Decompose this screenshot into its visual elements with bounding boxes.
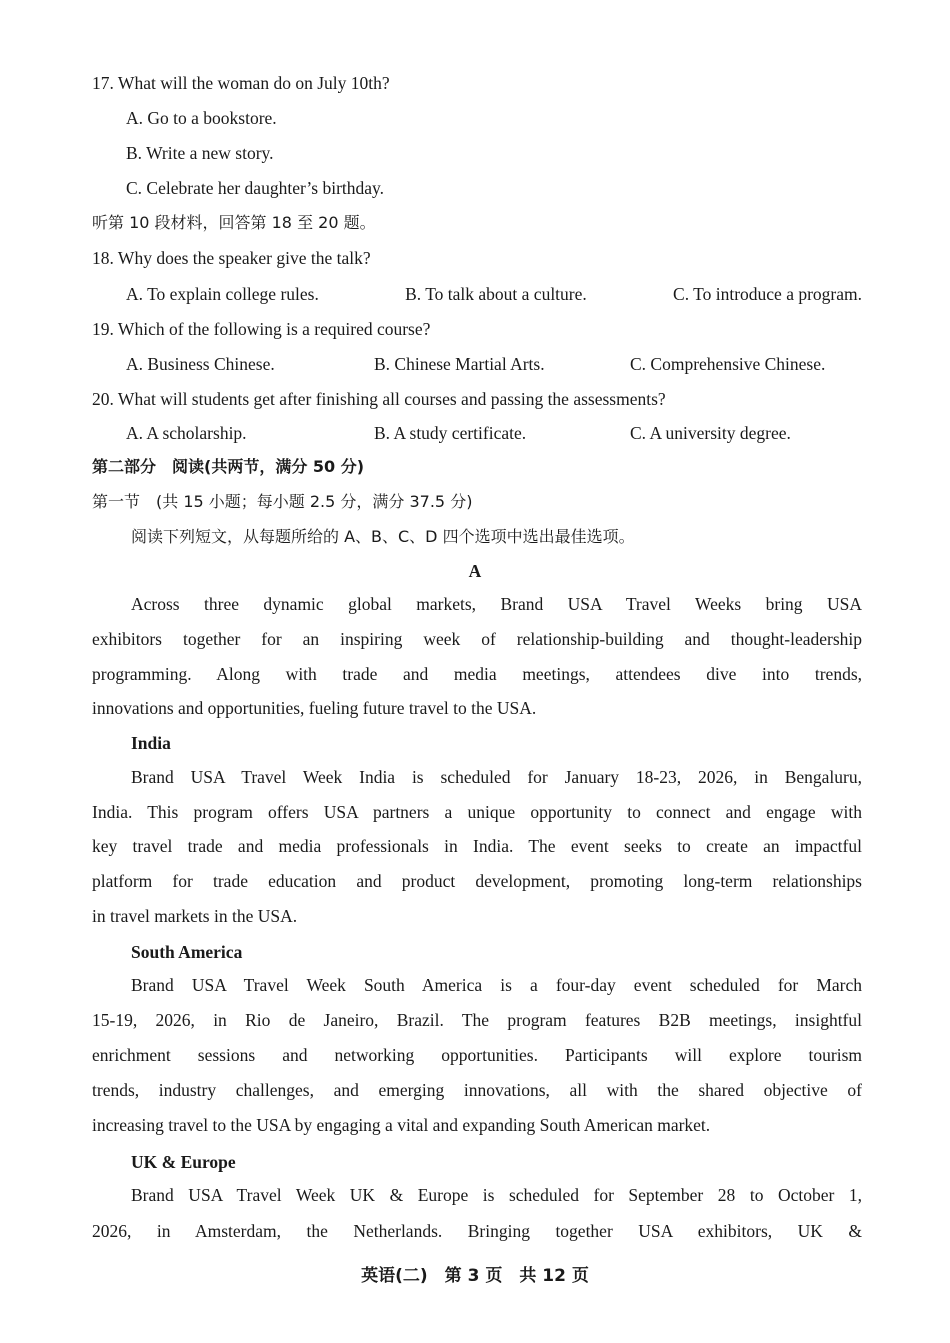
q18-option-b: B. To talk about a culture. [405, 284, 587, 304]
uk-europe-line: 2026, in Amsterdam, the Netherlands. Bringing together USA exhibitors, UK & [92, 1221, 862, 1241]
question-19: 19. Which of the following is a required course? [92, 319, 431, 339]
south-america-line: increasing travel to the USA by engaging a vital and expanding South American market. [92, 1115, 711, 1135]
south-america-line: trends, industry challenges, and emerging innovations, all with the shared objective of [92, 1080, 862, 1100]
south-america-line: Brand USA Travel Week South America is a four-day event scheduled for March [131, 975, 862, 995]
q18-option-a: A. To explain college rules. [126, 284, 319, 304]
india-line: key travel trade and media professionals in India. The event seeks to create an impactful [92, 836, 862, 856]
india-line: in travel markets in the USA. [92, 906, 298, 926]
uk-europe-heading: UK & Europe [131, 1152, 236, 1172]
q20-option-c: C. A university degree. [630, 423, 791, 443]
q20-options [126, 421, 862, 445]
q18-option-c: C. To introduce a program. [673, 284, 862, 304]
south-america-line: 15-19, 2026, in Rio de Janeiro, Brazil. The program features B2B meetings, insightful [92, 1010, 862, 1030]
q19-options [126, 352, 862, 376]
india-line: India. This program offers USA partners a unique opportunity to connect and engage with [92, 802, 862, 822]
q20-option-a: A. A scholarship. [126, 423, 247, 443]
q19-option-a: A. Business Chinese. [126, 354, 275, 374]
part2-title: 第二部分 阅读(共两节，满分 50 分) [92, 457, 365, 476]
q19-option-b: B. Chinese Martial Arts. [374, 354, 545, 374]
q20-option-b: B. A study certificate. [374, 423, 527, 443]
listening-instruction: 听第 10 段材料，回答第 18 至 20 题。 [92, 213, 376, 232]
reading-instruction: 阅读下列短文，从每题所给的 A、B、C、D 四个选项中选出最佳选项。 [131, 527, 635, 546]
uk-europe-line: Brand USA Travel Week UK & Europe is scheduled for September 28 to October 1, [131, 1185, 862, 1205]
south-america-line: enrichment sessions and networking opportunities. Participants will explore tourism [92, 1045, 862, 1065]
question-20: 20. What will students get after finishing all courses and passing the assessments? [92, 389, 666, 409]
q19-option-c: C. Comprehensive Chinese. [630, 354, 826, 374]
intro-line: exhibitors together for an inspiring week of relationship-building and thought-leadership [92, 629, 862, 649]
india-heading: India [131, 733, 171, 753]
south-america-heading: South America [131, 942, 243, 962]
q17-option-a: A. Go to a bookstore. [126, 108, 277, 128]
page-footer: 英语(二) 第 3 页 共 12 页 [361, 1266, 589, 1286]
question-18: 18. Why does the speaker give the talk? [92, 248, 371, 268]
intro-line: innovations and opportunities, fueling future travel to the USA. [92, 698, 537, 718]
india-line: platform for trade education and product development, promoting long-term relationships [92, 871, 862, 891]
q18-options [126, 282, 862, 306]
intro-line: Across three dynamic global markets, Brand USA Travel Weeks bring USA [131, 594, 862, 614]
q17-option-b: B. Write a new story. [126, 143, 274, 163]
q17-option-c: C. Celebrate her daughter’s birthday. [126, 178, 385, 198]
section1-title: 第一节 (共 15 小题；每小题 2.5 分，满分 37.5 分) [92, 492, 473, 511]
passage-label: A [468, 561, 482, 581]
question-17: 17. What will the woman do on July 10th? [92, 73, 390, 93]
intro-line: programming. Along with trade and media meetings, attendees dive into trends, [92, 664, 862, 684]
india-line: Brand USA Travel Week India is scheduled for January 18-23, 2026, in Bengaluru, [131, 767, 862, 787]
